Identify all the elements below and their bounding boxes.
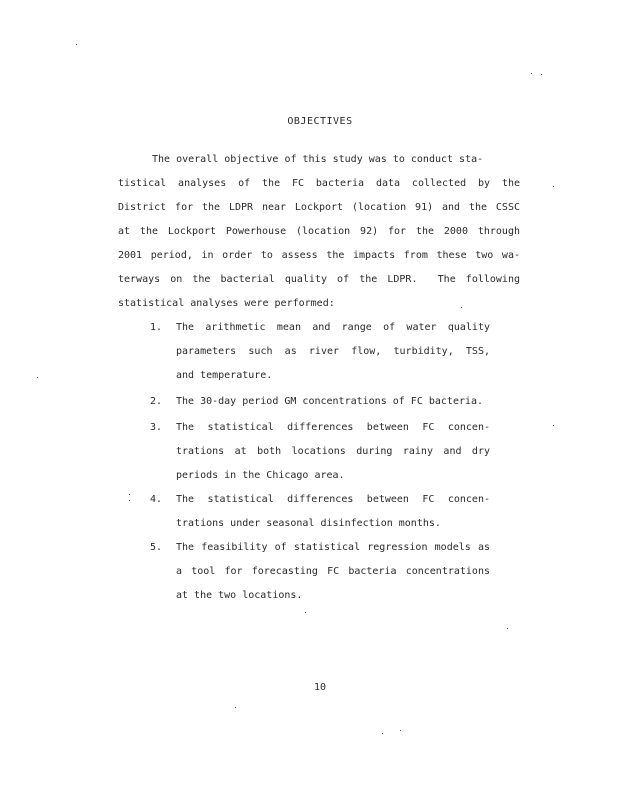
section-heading: OBJECTIVES <box>287 116 353 127</box>
scan-speck <box>553 186 554 187</box>
list-item-number: 4. <box>150 494 163 505</box>
list-item-line: trations under seasonal disinfection months. <box>176 518 441 529</box>
list-item-number: 1. <box>150 322 163 333</box>
list-item-number: 2. <box>150 396 163 407</box>
scan-speck <box>37 377 38 378</box>
paragraph-line: terways on the bacterial quality of the LDPR. The following <box>118 274 520 285</box>
scan-speck <box>76 44 77 45</box>
paragraph-line: The overall objective of this study was to conduct sta- <box>152 154 484 165</box>
scan-speck <box>461 307 462 308</box>
list-item-line: trations at both locations during rainy and dry <box>176 446 490 457</box>
list-item-line: The arithmetic mean and range of water quality <box>176 322 490 333</box>
list-item-line: periods in the Chicago area. <box>176 470 345 481</box>
page-number: 10 <box>313 682 327 693</box>
scan-speck <box>507 628 508 629</box>
paragraph-line: statistical analyses were performed: <box>118 298 335 309</box>
list-item-number: 3. <box>150 422 163 433</box>
scan-speck <box>305 612 306 613</box>
list-item-line: The statistical differences between FC concen- <box>176 494 490 505</box>
list-item-line: parameters such as river flow, turbidity, TSS, <box>176 346 490 357</box>
list-item-line: a tool for forecasting FC bacteria concentrations <box>176 566 490 577</box>
paragraph-line: District for the LDPR near Lockport (location 91) and the CSSC <box>118 202 520 213</box>
paragraph-line: tistical analyses of the FC bacteria data collected by the <box>118 178 520 189</box>
scan-speck <box>129 494 130 495</box>
list-item-line: The feasibility of statistical regression models as <box>176 542 490 553</box>
list-item-line: and temperature. <box>176 370 273 381</box>
scan-speck <box>129 500 130 501</box>
list-item-line: The 30-day period GM concentrations of FC bacteria. <box>176 396 484 407</box>
scan-speck <box>235 707 236 708</box>
list-item-line: at the two locations. <box>176 590 303 601</box>
list-item-line: The statistical differences between FC concen- <box>176 422 490 433</box>
scan-speck <box>531 73 532 74</box>
list-item-number: 5. <box>150 542 163 553</box>
paragraph-line: 2001 period, in order to assess the impacts from these two wa- <box>118 250 520 261</box>
scan-speck <box>382 733 383 734</box>
scan-speck <box>541 74 542 75</box>
scan-speck <box>400 730 401 731</box>
paragraph-line: at the Lockport Powerhouse (location 92) for the 2000 through <box>118 226 520 237</box>
scan-speck <box>553 425 554 426</box>
